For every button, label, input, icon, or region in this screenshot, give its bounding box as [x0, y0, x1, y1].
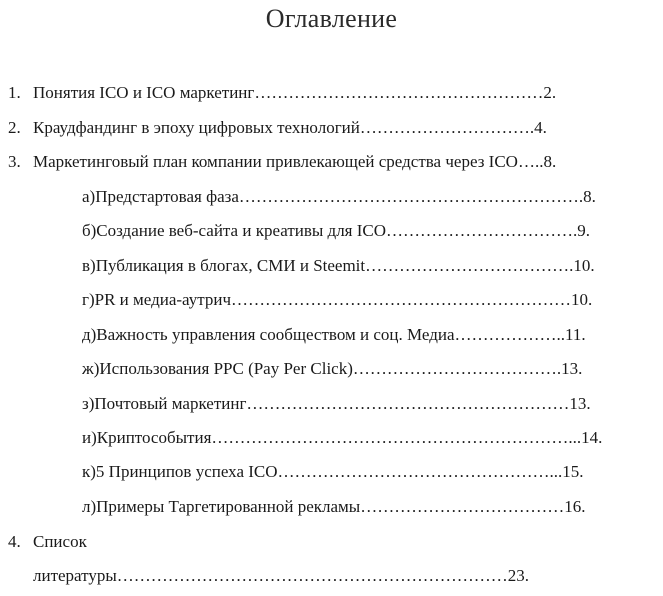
toc-subentry[interactable] [82, 220, 663, 242]
toc-subentry[interactable] [82, 393, 663, 415]
toc-subentry-text: к)5 Принципов успеха ICO…………………………………………...15. [82, 462, 584, 481]
toc-entry-number: 1. [8, 83, 21, 102]
toc-subentry[interactable] [82, 358, 663, 380]
page-title: Оглавление [265, 4, 398, 33]
toc-entry-number: 3. [8, 152, 21, 171]
toc-subentry[interactable] [82, 255, 663, 277]
toc-entry-text: Краудфандинг в эпоху цифровых технологий………………………….4. [33, 118, 547, 137]
toc-subentry-text: в)Публикация в блогах, СМИ и Steemit……………………………….10. [82, 256, 595, 275]
toc-entry-text: Список [33, 532, 87, 551]
toc-subentry-text: з)Почтовый маркетинг…………………………………………………13. [82, 394, 591, 413]
toc-subentry-text: ж)Использования PPC (Pay Per Click)……………………………….13. [82, 359, 583, 378]
toc-entry-text: Маркетинговый план компании привлекающей средства через ICO…..8. [33, 152, 557, 171]
toc-subentry[interactable] [82, 324, 663, 346]
toc-subentry-text: и)Криптособытия………………………………………………………...14. [82, 428, 603, 447]
toc-entry[interactable] [8, 151, 663, 173]
toc-subentry-text: а)Предстартовая фаза…………………………………………………….8. [82, 187, 596, 206]
toc-subentry-text: б)Создание веб-сайта и креативы для ICO…………………………….9. [82, 221, 591, 240]
toc-entry-number: 4. [8, 532, 21, 551]
toc-entry[interactable] [8, 531, 663, 553]
toc-entry-text: литературы……………………………………………………………23. [33, 566, 530, 585]
toc-entry[interactable] [8, 82, 663, 104]
toc-entry-text: Понятия ICO и ICO маркетинг……………………………………………2. [33, 83, 557, 102]
toc-subentry-text: г)PR и медиа-аутрич……………………………………………………10. [82, 290, 593, 309]
toc-subentry[interactable] [82, 461, 663, 483]
toc-entry-number: 2. [8, 118, 21, 137]
toc-subentry-text: л)Примеры Таргетированной рекламы………………………………16. [82, 497, 586, 516]
toc-entry[interactable] [8, 117, 663, 139]
toc-subentry[interactable] [82, 427, 663, 449]
toc-entry-continuation[interactable] [33, 565, 663, 587]
toc-subentry-text: д)Важность управления сообществом и соц. Медиа………………..11. [82, 325, 586, 344]
toc-subentry[interactable] [82, 289, 663, 311]
toc-subentry[interactable] [82, 186, 663, 208]
toc-subentry[interactable] [82, 496, 663, 518]
